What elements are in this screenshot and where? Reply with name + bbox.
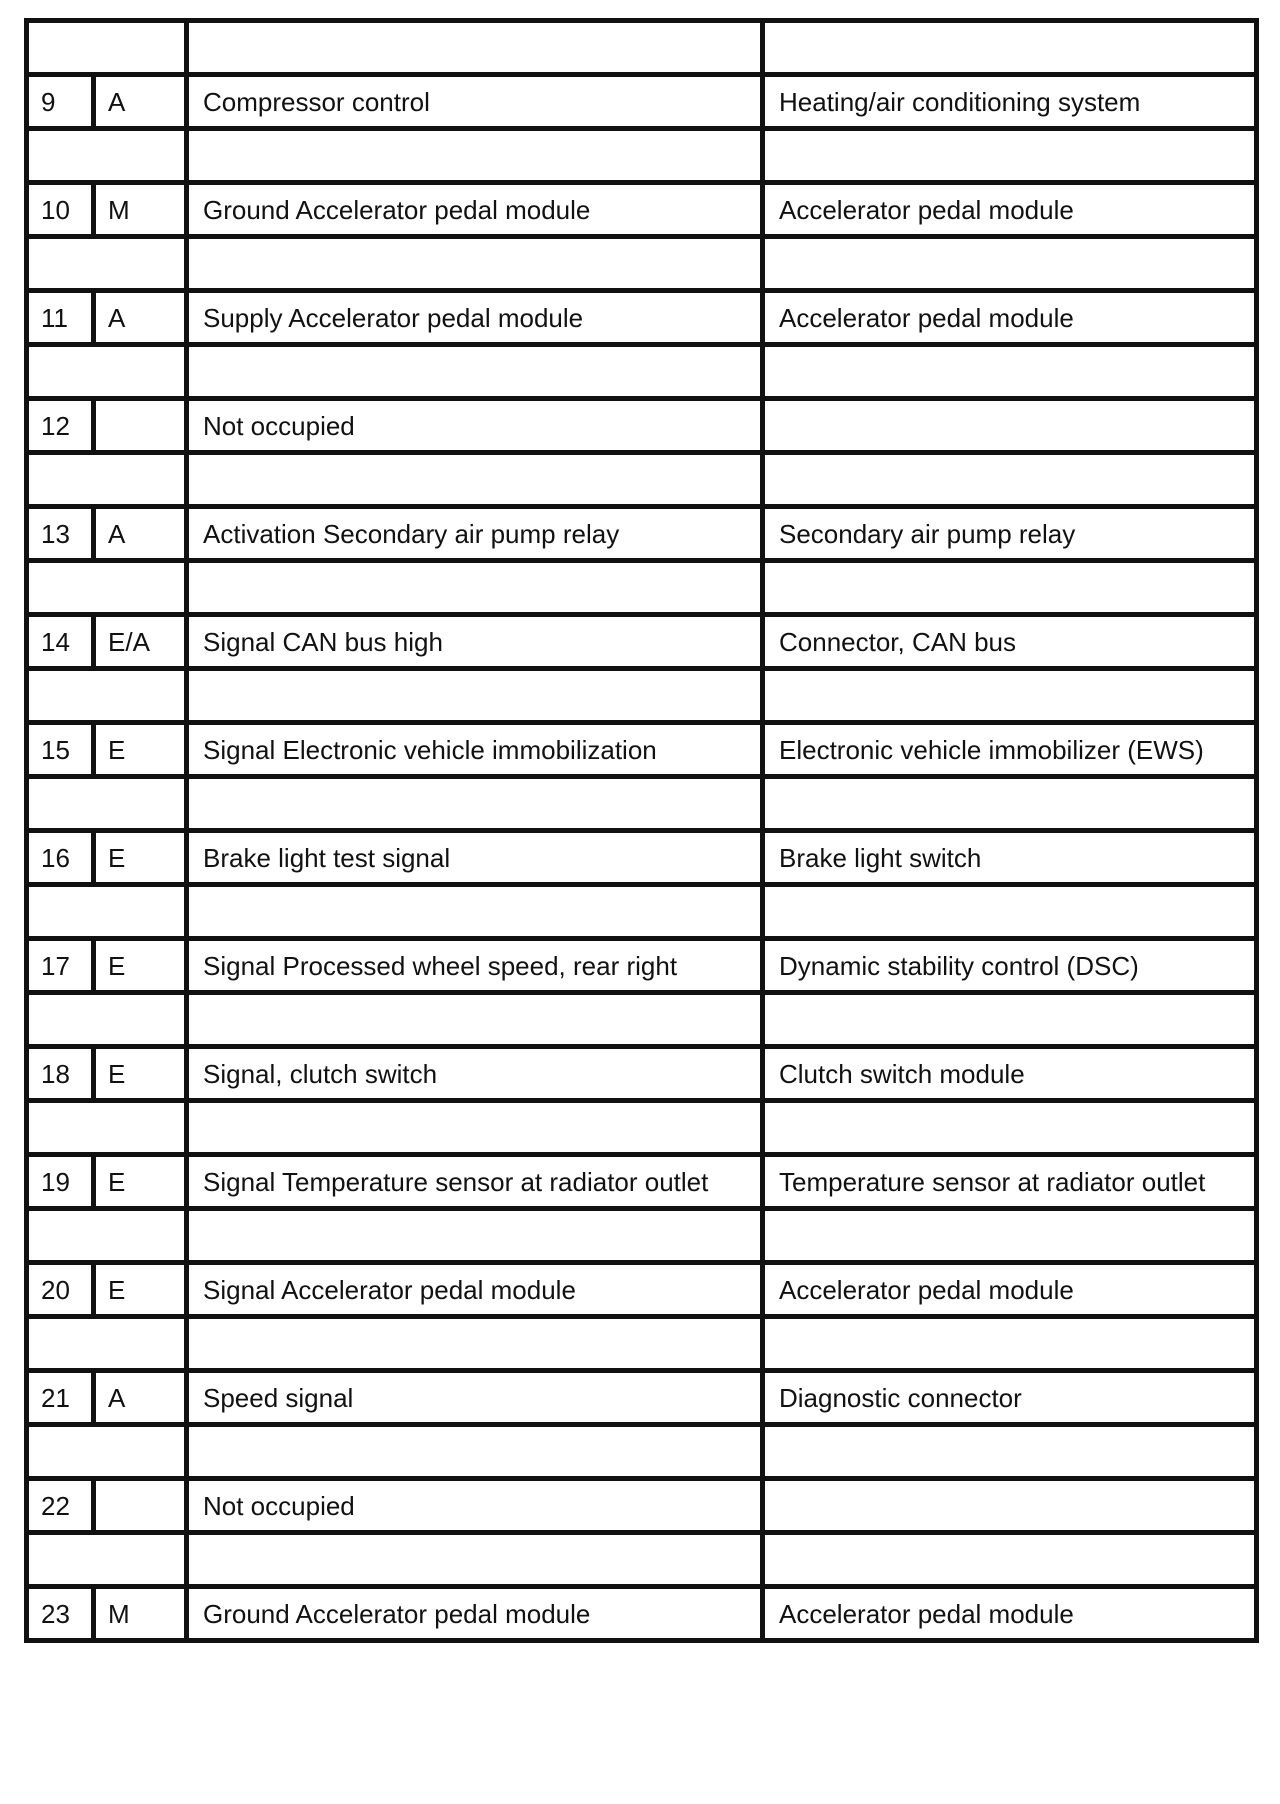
signal-type-cell: E	[94, 1155, 187, 1209]
empty-cell	[187, 129, 763, 183]
empty-cell	[763, 885, 1257, 939]
pin-assignment-table	[24, 18, 1259, 1643]
empty-cell	[763, 21, 1257, 75]
description-cell: Not occupied	[187, 1479, 763, 1533]
spacer-row	[27, 993, 1257, 1047]
component-cell: Clutch switch module	[763, 1047, 1257, 1101]
spacer-row	[27, 1209, 1257, 1263]
description-cell: Not occupied	[187, 399, 763, 453]
pin-number-cell: 20	[27, 1263, 94, 1317]
component-cell: Temperature sensor at radiator outlet	[763, 1155, 1257, 1209]
table-row	[27, 1155, 1257, 1209]
empty-cell	[27, 885, 187, 939]
empty-cell	[763, 129, 1257, 183]
pin-number-cell: 13	[27, 507, 94, 561]
table-row	[27, 1479, 1257, 1533]
table-row	[27, 507, 1257, 561]
empty-cell	[187, 993, 763, 1047]
signal-type-cell: A	[94, 75, 187, 129]
component-cell: Secondary air pump relay	[763, 507, 1257, 561]
description-cell: Signal Temperature sensor at radiator outlet	[187, 1155, 763, 1209]
component-cell: Brake light switch	[763, 831, 1257, 885]
table-row	[27, 1587, 1257, 1641]
table-row	[27, 183, 1257, 237]
signal-type-cell: E	[94, 723, 187, 777]
description-cell: Signal Processed wheel speed, rear right	[187, 939, 763, 993]
component-cell: Heating/air conditioning system	[763, 75, 1257, 129]
empty-cell	[763, 1425, 1257, 1479]
pin-number-cell: 16	[27, 831, 94, 885]
pin-number-cell: 10	[27, 183, 94, 237]
table-row	[27, 723, 1257, 777]
component-cell	[763, 1479, 1257, 1533]
signal-type-cell: M	[94, 1587, 187, 1641]
spacer-row	[27, 345, 1257, 399]
description-cell: Signal Electronic vehicle immobilization	[187, 723, 763, 777]
component-cell: Diagnostic connector	[763, 1371, 1257, 1425]
empty-cell	[187, 885, 763, 939]
table-row	[27, 1263, 1257, 1317]
signal-type-cell	[94, 399, 187, 453]
empty-cell	[27, 453, 187, 507]
description-cell: Signal CAN bus high	[187, 615, 763, 669]
table-body	[27, 21, 1257, 1641]
signal-type-cell	[94, 1479, 187, 1533]
signal-type-cell: M	[94, 183, 187, 237]
component-cell: Accelerator pedal module	[763, 183, 1257, 237]
table-row	[27, 831, 1257, 885]
empty-cell	[763, 1101, 1257, 1155]
empty-cell	[763, 993, 1257, 1047]
empty-cell	[27, 1209, 187, 1263]
table-row	[27, 615, 1257, 669]
signal-type-cell: A	[94, 291, 187, 345]
empty-cell	[27, 1425, 187, 1479]
component-cell: Accelerator pedal module	[763, 291, 1257, 345]
empty-cell	[187, 237, 763, 291]
pin-number-cell: 12	[27, 399, 94, 453]
component-cell	[763, 399, 1257, 453]
spacer-row	[27, 1425, 1257, 1479]
table-row	[27, 75, 1257, 129]
component-cell: Accelerator pedal module	[763, 1587, 1257, 1641]
spacer-row	[27, 1317, 1257, 1371]
pin-number-cell: 15	[27, 723, 94, 777]
signal-type-cell: E	[94, 1047, 187, 1101]
description-cell: Supply Accelerator pedal module	[187, 291, 763, 345]
description-cell: Signal, clutch switch	[187, 1047, 763, 1101]
signal-type-cell: E	[94, 831, 187, 885]
empty-cell	[187, 1101, 763, 1155]
spacer-row	[27, 237, 1257, 291]
empty-cell	[187, 1533, 763, 1587]
empty-cell	[763, 777, 1257, 831]
empty-cell	[27, 1101, 187, 1155]
spacer-row	[27, 1533, 1257, 1587]
empty-cell	[763, 1317, 1257, 1371]
empty-cell	[27, 993, 187, 1047]
empty-cell	[27, 561, 187, 615]
empty-cell	[27, 1317, 187, 1371]
spacer-row	[27, 453, 1257, 507]
description-cell: Ground Accelerator pedal module	[187, 183, 763, 237]
table-row	[27, 939, 1257, 993]
signal-type-cell: A	[94, 1371, 187, 1425]
empty-cell	[27, 345, 187, 399]
spacer-row	[27, 669, 1257, 723]
empty-cell	[187, 1209, 763, 1263]
pin-number-cell: 21	[27, 1371, 94, 1425]
pin-number-cell: 23	[27, 1587, 94, 1641]
empty-cell	[27, 129, 187, 183]
empty-cell	[763, 237, 1257, 291]
empty-cell	[27, 669, 187, 723]
description-cell: Activation Secondary air pump relay	[187, 507, 763, 561]
empty-cell	[187, 345, 763, 399]
empty-cell	[187, 1425, 763, 1479]
table-row	[27, 1047, 1257, 1101]
signal-type-cell: E	[94, 1263, 187, 1317]
empty-cell	[187, 561, 763, 615]
empty-cell	[763, 453, 1257, 507]
table-row	[27, 399, 1257, 453]
empty-cell	[763, 669, 1257, 723]
spacer-row	[27, 885, 1257, 939]
description-cell: Ground Accelerator pedal module	[187, 1587, 763, 1641]
header-spacer-row	[27, 21, 1257, 75]
component-cell: Connector, CAN bus	[763, 615, 1257, 669]
empty-cell	[187, 21, 763, 75]
description-cell: Speed signal	[187, 1371, 763, 1425]
empty-cell	[763, 345, 1257, 399]
empty-cell	[27, 237, 187, 291]
spacer-row	[27, 561, 1257, 615]
pin-number-cell: 22	[27, 1479, 94, 1533]
description-cell: Brake light test signal	[187, 831, 763, 885]
empty-cell	[187, 453, 763, 507]
pin-number-cell: 18	[27, 1047, 94, 1101]
empty-cell	[763, 1533, 1257, 1587]
pin-number-cell: 14	[27, 615, 94, 669]
table-row	[27, 291, 1257, 345]
empty-cell	[763, 1209, 1257, 1263]
pin-number-cell: 9	[27, 75, 94, 129]
pin-number-cell: 11	[27, 291, 94, 345]
empty-cell	[187, 777, 763, 831]
empty-cell	[187, 669, 763, 723]
component-cell: Dynamic stability control (DSC)	[763, 939, 1257, 993]
empty-cell	[763, 561, 1257, 615]
signal-type-cell: A	[94, 507, 187, 561]
signal-type-cell: E/A	[94, 615, 187, 669]
empty-cell	[187, 1317, 763, 1371]
component-cell: Accelerator pedal module	[763, 1263, 1257, 1317]
signal-type-cell: E	[94, 939, 187, 993]
table-row	[27, 1371, 1257, 1425]
pin-number-cell: 17	[27, 939, 94, 993]
empty-cell	[27, 777, 187, 831]
description-cell: Signal Accelerator pedal module	[187, 1263, 763, 1317]
description-cell: Compressor control	[187, 75, 763, 129]
empty-cell	[27, 1533, 187, 1587]
empty-cell	[27, 21, 187, 75]
component-cell: Electronic vehicle immobilizer (EWS)	[763, 723, 1257, 777]
spacer-row	[27, 777, 1257, 831]
pin-number-cell: 19	[27, 1155, 94, 1209]
spacer-row	[27, 1101, 1257, 1155]
spacer-row	[27, 129, 1257, 183]
